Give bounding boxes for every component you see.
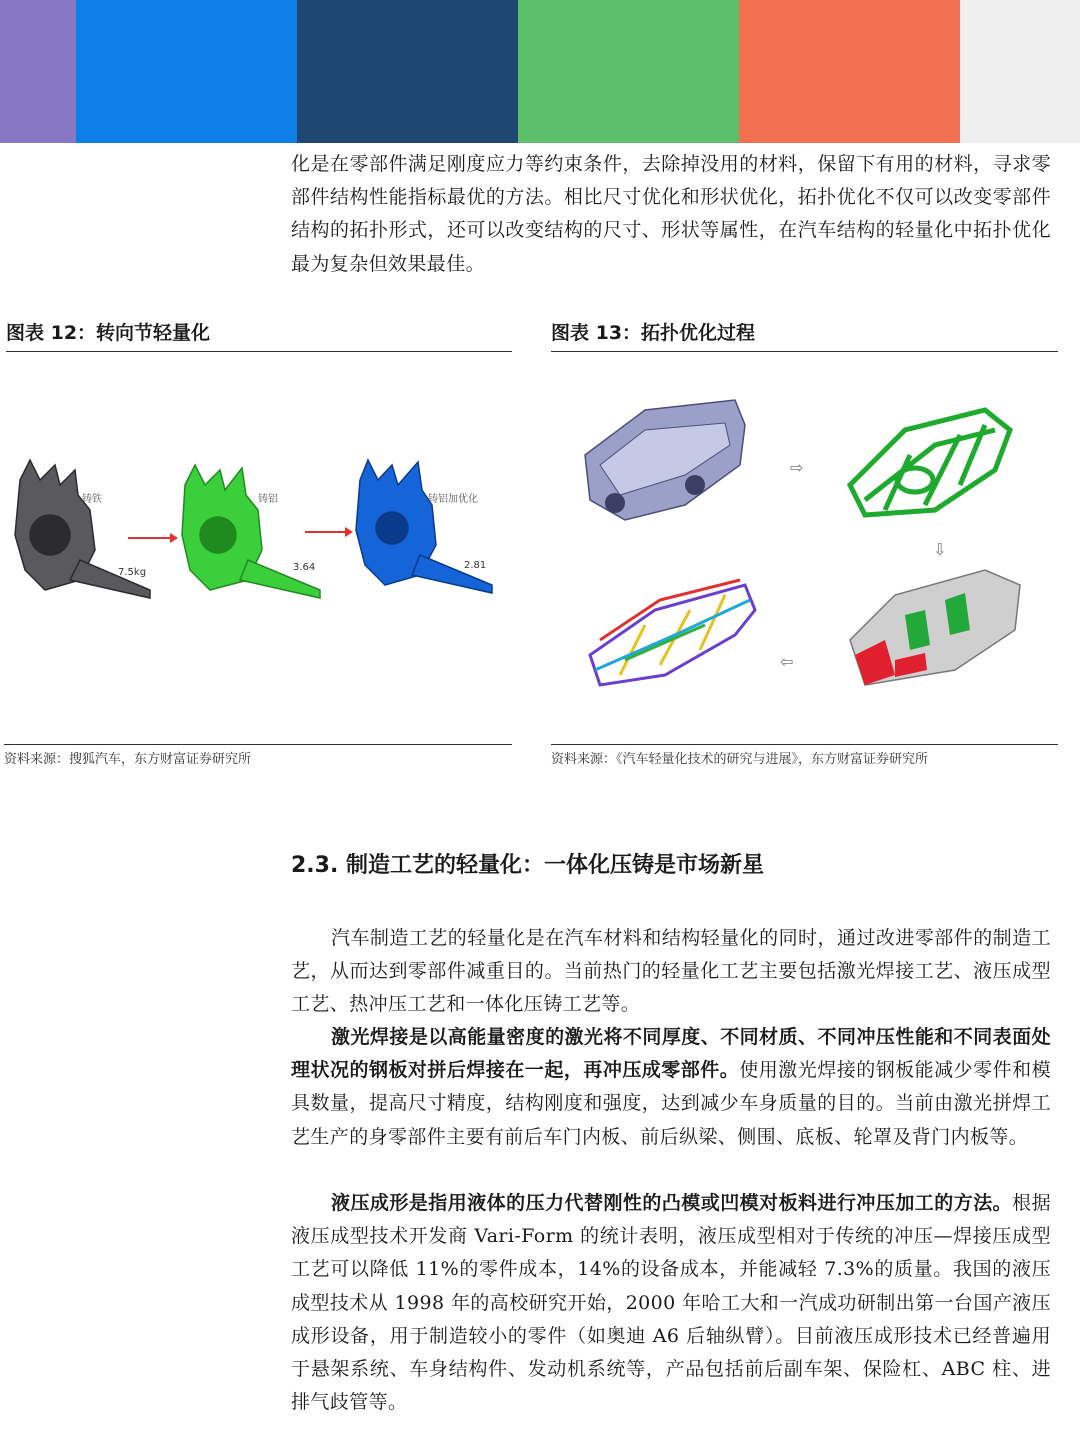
figure-12-title: 图表 12：转向节轻量化: [6, 318, 512, 352]
figure-12-image: [0, 440, 510, 620]
figure-13-image: [565, 385, 1035, 715]
color-block-6: [960, 0, 1080, 143]
fig12-weight-2: 3.64: [293, 562, 316, 573]
flow-arrow-right: ⇨: [790, 458, 804, 477]
color-block-2: [76, 0, 297, 143]
fig12-weight-3: 2.81: [464, 560, 487, 571]
figure-13-source: 资料来源：《汽车轻量化技术的研究与进展》，东方财富证券研究所: [551, 744, 1058, 767]
hydroforming-details: 根据液压成型技术开发商 Vari-Form 的统计表明，液压成型相对于传统的冲压—焊接压成型工艺可以降低 11%的零件成本，14%的设备成本，并能减轻 7.3%的质量。我国的液压成型技术从 1998 年的高校研究开始，2000 年哈工大和一汽成功研制出第一台国产液压成形设备，用于制造较小的零件（如奥迪 A6 后轴纵臂）。目前液压成形技术已经普遍用于悬架系统、车身结构件、发动机系统等，产品包括前后副车架、保险杠、ABC 柱、进排气歧管等。: [291, 1192, 1051, 1414]
color-block-4: [518, 0, 739, 143]
reinforced-body-model: [850, 570, 1020, 685]
figure-12-source: 资料来源：搜狐汽车，东方财富证券研究所: [4, 744, 512, 767]
paragraph-manufacturing: 汽车制造工艺的轻量化是在汽车材料和结构轻量化的同时，通过改进零部件的制造工艺，从而达到零部件减重目的。当前热门的轻量化工艺主要包括激光焊接工艺、液压成型工艺、热冲压工艺和一体化压铸工艺等。: [291, 927, 1051, 1016]
flow-arrow-left: ⇦: [780, 652, 794, 671]
laser-welding-details: 使用激光焊接的钢板能减少零件和模具数量，提高尺寸精度，结构刚度和强度，达到减少车身质量的目的。当前由激光拼焊工艺生产的身零部件主要有前后车门内板、前后纵梁、侧围、底板、轮罩及背门内板等。: [291, 1059, 1052, 1148]
frame-structure-model: [590, 580, 755, 685]
intro-paragraph: 化是在零部件满足刚度应力等约束条件，去除掉没用的材料，保留下有用的材料，寻求零部件结构性能指标最优的方法。相比尺寸优化和形状优化，拓扑优化不仅可以改变零部件结构的拓扑形式，还可以改变结构的尺寸、形状等属性，在汽车结构的轻量化中拓扑优化最为复杂但效果最佳。: [291, 153, 1051, 275]
arrow-2-head: [345, 527, 353, 537]
arrow-1-head: [170, 533, 178, 543]
color-block-3: [297, 0, 518, 143]
fig12-label-2: 铸铝: [258, 494, 278, 505]
header-color-bar: [0, 0, 1080, 143]
full-body-model: [585, 400, 745, 520]
topology-result-model: [850, 410, 1010, 515]
fig12-label-1: 铸铁: [82, 494, 102, 505]
paragraph-laser-welding: [291, 1021, 1051, 1154]
color-block-5: [739, 0, 960, 143]
hydroforming-definition: 液压成形是指用液体的压力代替刚性的凸模或凹模对板料进行冲压加工的方法。: [331, 1192, 1013, 1214]
fig12-label-3: 铸铝加优化: [428, 494, 478, 505]
color-block-1: [0, 0, 76, 143]
figure-13-title: 图表 13：拓扑优化过程: [551, 318, 1058, 352]
laser-welding-definition: 激光焊接是以高能量密度的激光将不同厚度、不同材质、不同冲压性能和不同表面处理状况的钢板对拼后焊接在一起，再冲压成零部件。: [291, 1026, 1051, 1082]
section-title: 2.3. 制造工艺的轻量化：一体化压铸是市场新星: [291, 853, 764, 878]
paragraph-hydroforming: [291, 1187, 1051, 1419]
flow-arrow-down: ⇩: [933, 540, 947, 559]
fig12-weight-1: 7.5kg: [118, 567, 147, 578]
optimized-aluminum-knuckle: [356, 460, 492, 593]
cast-aluminum-knuckle: [182, 465, 320, 598]
